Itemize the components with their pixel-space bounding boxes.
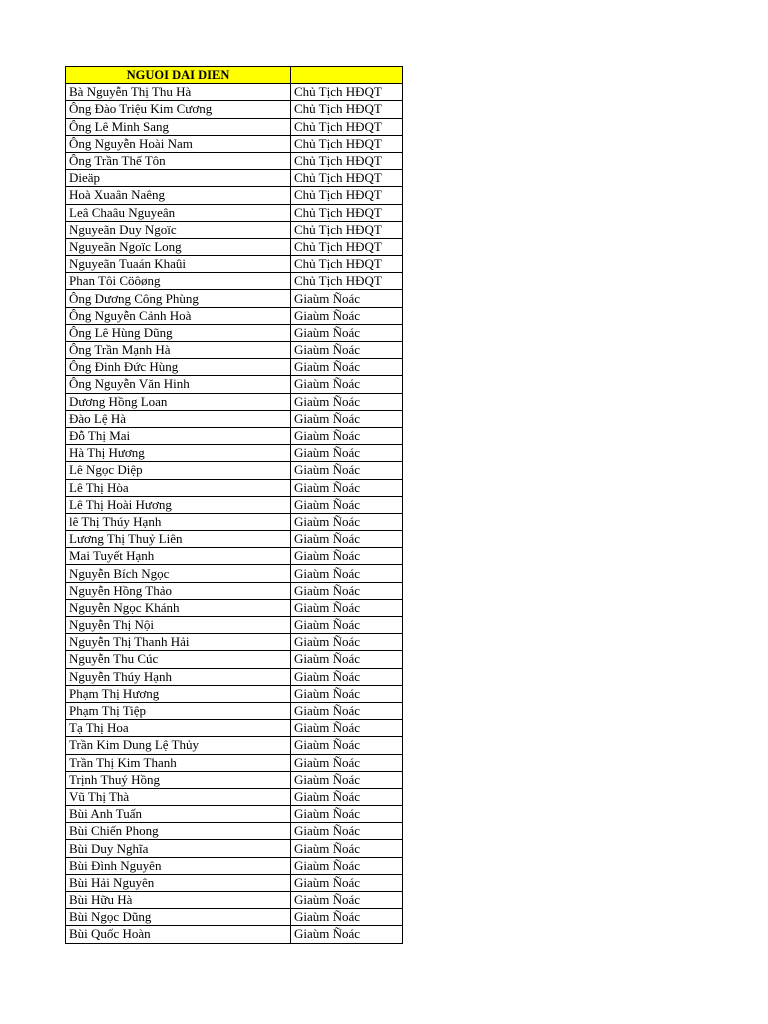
position-title-cell: Giaùm Ñoác — [291, 892, 403, 909]
table-row — [66, 823, 403, 840]
representative-name-cell: Ông Dương Công Phùng — [66, 290, 291, 307]
table-row — [66, 668, 403, 685]
representative-name-cell: Phạm Thị Tiệp — [66, 702, 291, 719]
table-row — [66, 651, 403, 668]
representative-name-cell: Lê Thị Hoài Hương — [66, 496, 291, 513]
representative-name-cell: Bùi Đình Nguyên — [66, 857, 291, 874]
position-title-cell: Chủ Tịch HĐQT — [291, 101, 403, 118]
position-title-cell: Giaùm Ñoác — [291, 376, 403, 393]
representative-name-cell: Trần Kim Dung Lệ Thủy — [66, 737, 291, 754]
representative-name-cell: Ông Nguyễn Văn Hinh — [66, 376, 291, 393]
representative-name-cell: Dieäp — [66, 170, 291, 187]
position-title-cell: Giaùm Ñoác — [291, 737, 403, 754]
position-title-cell: Chủ Tịch HĐQT — [291, 84, 403, 101]
table-row — [66, 840, 403, 857]
representative-name-cell: lê Thị Thúy Hạnh — [66, 513, 291, 530]
position-title-cell: Giaùm Ñoác — [291, 754, 403, 771]
table-row — [66, 221, 403, 238]
position-title-cell: Giaùm Ñoác — [291, 531, 403, 548]
table-row — [66, 599, 403, 616]
representative-name-cell: Bùi Quốc Hoàn — [66, 926, 291, 943]
position-title-cell: Giaùm Ñoác — [291, 513, 403, 530]
table-row — [66, 359, 403, 376]
representative-name-cell: Nguyễn Bích Ngọc — [66, 565, 291, 582]
representative-name-cell: Nguyeãn Ngoïc Long — [66, 238, 291, 255]
representative-name-cell: Ông Nguyễn Cảnh Hoà — [66, 307, 291, 324]
representative-name-cell: Lê Ngọc Diệp — [66, 462, 291, 479]
representative-name-cell: Bùi Ngọc Dũng — [66, 909, 291, 926]
position-title-cell: Giaùm Ñoác — [291, 926, 403, 943]
table-row — [66, 617, 403, 634]
representative-name-cell: Bà Nguyễn Thị Thu Hà — [66, 84, 291, 101]
position-title-cell: Giaùm Ñoác — [291, 307, 403, 324]
position-title-cell: Giaùm Ñoác — [291, 823, 403, 840]
table-row — [66, 427, 403, 444]
representative-name-cell: Tạ Thị Hoa — [66, 720, 291, 737]
representative-name-cell: Lê Thị Hòa — [66, 479, 291, 496]
position-title-cell: Chủ Tịch HĐQT — [291, 152, 403, 169]
representative-name-cell: Hoà Xuaân Naêng — [66, 187, 291, 204]
table-row — [66, 135, 403, 152]
position-title-cell: Giaùm Ñoác — [291, 582, 403, 599]
table-row — [66, 720, 403, 737]
table-row — [66, 582, 403, 599]
table-row — [66, 170, 403, 187]
table-row — [66, 410, 403, 427]
table-row — [66, 788, 403, 805]
position-title-cell: Giaùm Ñoác — [291, 702, 403, 719]
position-title-cell: Chủ Tịch HĐQT — [291, 170, 403, 187]
representative-name-cell: Dương Hồng Loan — [66, 393, 291, 410]
table-row — [66, 290, 403, 307]
table-body — [66, 84, 403, 943]
representative-name-cell: Leâ Chaâu Nguyeân — [66, 204, 291, 221]
position-title-cell: Giaùm Ñoác — [291, 445, 403, 462]
table-row — [66, 513, 403, 530]
table-row — [66, 565, 403, 582]
table-row — [66, 531, 403, 548]
position-title-cell: Giaùm Ñoác — [291, 599, 403, 616]
position-title-cell: Giaùm Ñoác — [291, 479, 403, 496]
table-row — [66, 324, 403, 341]
representative-name-cell: Bùi Hải Nguyên — [66, 874, 291, 891]
representative-name-cell: Nguyễn Ngọc Khánh — [66, 599, 291, 616]
representative-name-cell: Mai Tuyết Hạnh — [66, 548, 291, 565]
representative-name-cell: Ông Đinh Đức Hùng — [66, 359, 291, 376]
position-title-cell: Chủ Tịch HĐQT — [291, 256, 403, 273]
table-row — [66, 754, 403, 771]
header-row — [66, 67, 403, 84]
table-row — [66, 342, 403, 359]
position-title-cell: Chủ Tịch HĐQT — [291, 221, 403, 238]
table-row — [66, 101, 403, 118]
position-title-cell: Giaùm Ñoác — [291, 393, 403, 410]
table-row — [66, 909, 403, 926]
representative-name-cell: Bùi Chiến Phong — [66, 823, 291, 840]
representative-name-cell: Bùi Duy Nghĩa — [66, 840, 291, 857]
position-title-cell: Giaùm Ñoác — [291, 324, 403, 341]
position-title-cell: Giaùm Ñoác — [291, 857, 403, 874]
table-row — [66, 892, 403, 909]
position-title-cell: Giaùm Ñoác — [291, 548, 403, 565]
table-row — [66, 238, 403, 255]
table-row — [66, 634, 403, 651]
position-title-cell: Chủ Tịch HĐQT — [291, 135, 403, 152]
table-row — [66, 479, 403, 496]
table-row — [66, 462, 403, 479]
table-row — [66, 771, 403, 788]
position-title-cell: Chủ Tịch HĐQT — [291, 238, 403, 255]
position-title-cell: Giaùm Ñoác — [291, 840, 403, 857]
position-title-cell: Giaùm Ñoác — [291, 788, 403, 805]
table-row — [66, 204, 403, 221]
position-title-cell: Giaùm Ñoác — [291, 342, 403, 359]
representative-name-cell: Đào Lệ Hà — [66, 410, 291, 427]
position-title-cell: Giaùm Ñoác — [291, 771, 403, 788]
representative-name-cell: Nguyễn Thị Thanh Hải — [66, 634, 291, 651]
table-row — [66, 806, 403, 823]
table-row — [66, 118, 403, 135]
position-title-cell: Giaùm Ñoác — [291, 909, 403, 926]
representative-name-cell: Hà Thị Hương — [66, 445, 291, 462]
table-row — [66, 496, 403, 513]
table-row — [66, 874, 403, 891]
representatives-table — [65, 66, 403, 944]
position-title-cell: Chủ Tịch HĐQT — [291, 118, 403, 135]
representative-name-cell: Nguyeãn Duy Ngoïc — [66, 221, 291, 238]
table-row — [66, 737, 403, 754]
table-row — [66, 445, 403, 462]
position-title-cell: Giaùm Ñoác — [291, 634, 403, 651]
representative-name-cell: Nguyễn Hồng Thảo — [66, 582, 291, 599]
position-title-cell: Giaùm Ñoác — [291, 806, 403, 823]
representative-name-cell: Lương Thị Thuỷ Liên — [66, 531, 291, 548]
position-title-cell: Giaùm Ñoác — [291, 565, 403, 582]
position-title-cell: Giaùm Ñoác — [291, 462, 403, 479]
header-name-column: NGUOI DAI DIEN — [66, 67, 291, 84]
representative-name-cell: Nguyễn Thu Cúc — [66, 651, 291, 668]
table-row — [66, 84, 403, 101]
table-row — [66, 926, 403, 943]
position-title-cell: Giaùm Ñoác — [291, 720, 403, 737]
table-row — [66, 548, 403, 565]
table-row — [66, 187, 403, 204]
representative-name-cell: Ông Nguyễn Hoài Nam — [66, 135, 291, 152]
header-title-column — [291, 67, 403, 84]
representative-name-cell: Bùi Hữu Hà — [66, 892, 291, 909]
representative-name-cell: Ông Đào Triệu Kim Cương — [66, 101, 291, 118]
position-title-cell: Giaùm Ñoác — [291, 668, 403, 685]
table-row — [66, 393, 403, 410]
position-title-cell: Giaùm Ñoác — [291, 617, 403, 634]
representative-name-cell: Bùi Anh Tuấn — [66, 806, 291, 823]
position-title-cell: Chủ Tịch HĐQT — [291, 273, 403, 290]
position-title-cell: Giaùm Ñoác — [291, 496, 403, 513]
position-title-cell: Giaùm Ñoác — [291, 874, 403, 891]
position-title-cell: Chủ Tịch HĐQT — [291, 187, 403, 204]
position-title-cell: Giaùm Ñoác — [291, 410, 403, 427]
table-row — [66, 702, 403, 719]
table-row — [66, 376, 403, 393]
table-row — [66, 273, 403, 290]
representative-name-cell: Đỗ Thị Mai — [66, 427, 291, 444]
representative-name-cell: Ông Trần Thế Tôn — [66, 152, 291, 169]
representative-name-cell: Phan Tôi Cöôøng — [66, 273, 291, 290]
representative-name-cell: Nguyễn Thị Nội — [66, 617, 291, 634]
position-title-cell: Giaùm Ñoác — [291, 290, 403, 307]
representative-name-cell: Phạm Thị Hương — [66, 685, 291, 702]
table-row — [66, 857, 403, 874]
table-row — [66, 256, 403, 273]
position-title-cell: Giaùm Ñoác — [291, 427, 403, 444]
representative-name-cell: Nguyễn Thúy Hạnh — [66, 668, 291, 685]
position-title-cell: Giaùm Ñoác — [291, 685, 403, 702]
table-row — [66, 685, 403, 702]
representative-name-cell: Ông Lê Hùng Dũng — [66, 324, 291, 341]
table-row — [66, 152, 403, 169]
representative-name-cell: Nguyeãn Tuaán Khaûi — [66, 256, 291, 273]
representative-name-cell: Trịnh Thuý Hồng — [66, 771, 291, 788]
representative-name-cell: Trần Thị Kim Thanh — [66, 754, 291, 771]
representative-name-cell: Vũ Thị Thà — [66, 788, 291, 805]
table-row — [66, 307, 403, 324]
position-title-cell: Giaùm Ñoác — [291, 359, 403, 376]
representative-name-cell: Ông Lê Minh Sang — [66, 118, 291, 135]
position-title-cell: Giaùm Ñoác — [291, 651, 403, 668]
position-title-cell: Chủ Tịch HĐQT — [291, 204, 403, 221]
representative-name-cell: Ông Trần Mạnh Hà — [66, 342, 291, 359]
